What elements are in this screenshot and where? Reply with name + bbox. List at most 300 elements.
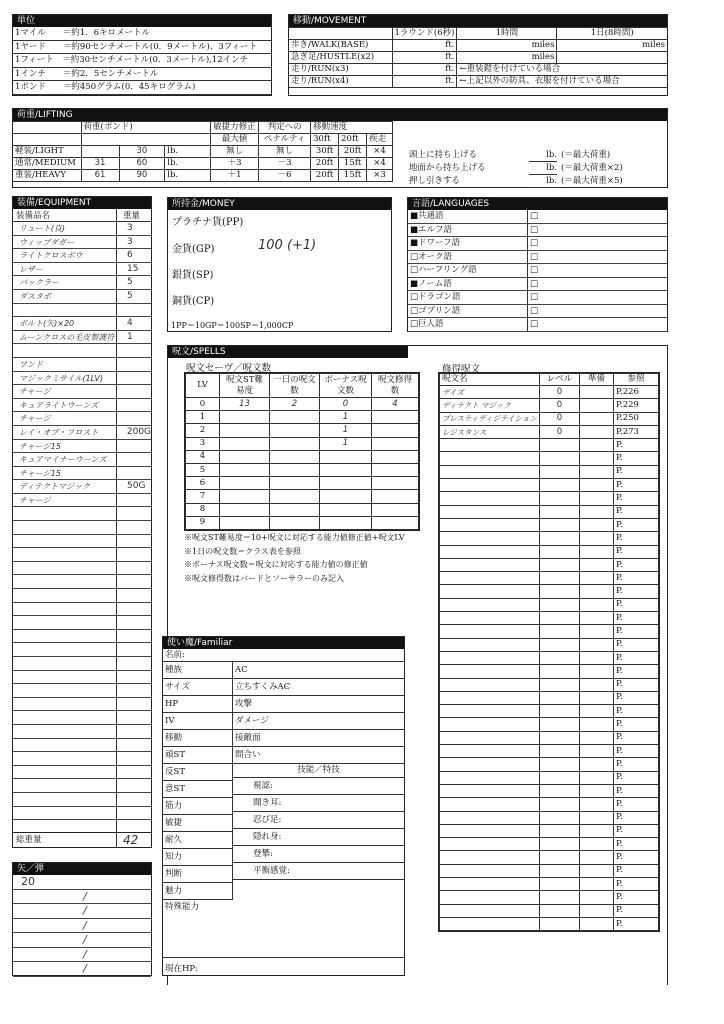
known-spell-ref: P. [614, 731, 659, 744]
known-spell-name [440, 492, 540, 505]
run-head: 疾走 [367, 134, 393, 146]
equipment-name [13, 562, 117, 575]
lifting-label: 軽装/LIGHT [13, 146, 81, 158]
spell-known [372, 450, 419, 463]
familiar-stat-label: 判断 [163, 866, 232, 883]
language-row [408, 291, 667, 305]
equipment-name: チャージ15 [13, 440, 117, 453]
arrow-row [13, 962, 151, 977]
equipment-name [13, 711, 117, 724]
known-spell-prep [580, 479, 614, 492]
known-spell-ref: P. [614, 572, 659, 585]
arrow-row [13, 933, 151, 948]
units-list [13, 27, 271, 95]
equipment-row [13, 779, 151, 793]
equipment-weight [117, 412, 127, 425]
familiar-skill-label: 平衡感覚: [233, 863, 404, 880]
known-spell-ref: P. [614, 452, 659, 465]
spell-notes [184, 532, 405, 586]
equipment-name: ムーンクロスの毛皮製護符 [13, 331, 117, 344]
familiar-ability-label: 特殊能力 [163, 900, 404, 958]
equipment-weight [117, 535, 127, 548]
spell-bonus [320, 516, 372, 529]
spell-dc [220, 503, 270, 516]
spell-level: 1 [186, 411, 220, 424]
known-spell-name [440, 678, 540, 691]
known-spell-prep [580, 811, 614, 824]
equipment-weight [117, 548, 127, 561]
equipment-row [13, 290, 151, 304]
familiar-combat-label: 攻撃 [233, 696, 404, 713]
language-extra-check: □ [530, 251, 539, 262]
equipment-row [13, 657, 151, 671]
languages-panel [407, 197, 668, 332]
known-spell-ref: P. [614, 532, 659, 545]
spell-level: 9 [186, 516, 220, 529]
known-spell-prep [580, 532, 614, 545]
equipment-row [13, 562, 151, 576]
movement-hour: ←上記以外の防具、衣服を付けている場合 [457, 76, 667, 88]
equipment-row [13, 249, 151, 263]
known-spell-prep [580, 465, 614, 478]
familiar-stat-label: 知力 [163, 849, 232, 866]
known-ref-head: 参照 [614, 374, 659, 386]
known-spell-level [540, 678, 580, 691]
language-name: ドワーフ語 [418, 238, 461, 248]
equipment-name: ディテクトマジック [13, 480, 117, 493]
equipment-name: チャージ [13, 385, 117, 398]
equipment-name [13, 698, 117, 711]
equipment-name [13, 344, 117, 357]
known-spell-ref: P. [614, 718, 659, 731]
language-cell [408, 278, 528, 291]
lift-extra-row [409, 175, 664, 188]
language-row [408, 278, 667, 292]
equipment-row [13, 548, 151, 562]
equipment-name [13, 507, 117, 520]
known-spell-prep [580, 452, 614, 465]
equipment-name [13, 657, 117, 670]
spell-dc [220, 516, 270, 529]
equipment-name [13, 535, 117, 548]
equipment-row [13, 643, 151, 657]
familiar-stat-label: HP [163, 696, 232, 713]
equipment-weight: 3 [127, 223, 133, 233]
known-spell-prep [580, 412, 614, 425]
known-spell-ref: P.250 [614, 412, 659, 425]
spell-known [372, 490, 419, 503]
spells-title: 呪文/SPELLS [168, 346, 408, 358]
equipment-name [13, 643, 117, 656]
language-check: □ [410, 292, 419, 302]
run-mult: ×4 [367, 146, 393, 158]
money-title: 所持金/MONEY [168, 198, 391, 210]
known-spell-level: 0 [540, 412, 580, 425]
movement-label: 急ぎ足/HUSTLE(x2) [289, 52, 392, 64]
known-spell-name [440, 691, 540, 704]
known-spell-ref: P. [614, 784, 659, 797]
known-spell-name [440, 838, 540, 851]
known-spell-name [440, 798, 540, 811]
known-spell-prep [580, 705, 614, 718]
equipment-row [13, 412, 151, 426]
spell-dc: 13 [220, 398, 270, 411]
s30-head: 30ft [311, 134, 339, 146]
known-spell-level [540, 558, 580, 571]
known-spell-name [440, 731, 540, 744]
known-spell-ref: P. [614, 705, 659, 718]
known-spell-level [540, 439, 580, 452]
language-check: ■ [410, 224, 419, 235]
equipment-weight [117, 698, 127, 711]
equipment-row [13, 711, 151, 725]
equipment-name: キュアマイナーウーンズ [13, 453, 117, 466]
lifting-title: 荷重/LIFTING [13, 109, 667, 121]
known-spell-prep [580, 745, 614, 758]
known-spell-ref: P. [614, 638, 659, 651]
lift-extra-label: 押し引きする [409, 176, 461, 186]
familiar-combat-label: AC [233, 662, 404, 679]
familiar-stat-label: 頑ST [163, 747, 232, 764]
spell-dc [220, 424, 270, 437]
equipment-row [13, 372, 151, 386]
known-name-head: 呪文名 [440, 374, 540, 386]
spell-day [270, 503, 320, 516]
equipment-name: リュート(良) [13, 222, 117, 235]
spell-day [270, 477, 320, 490]
units-row: 1マイル ＝約1．6キロメートル [13, 27, 271, 41]
equipment-name: ワンド [13, 358, 117, 371]
known-spell-prep [580, 864, 614, 877]
known-spell-level [540, 798, 580, 811]
known-spell-ref: P. [614, 585, 659, 598]
known-prep-head: 準備 [580, 374, 614, 386]
equipment-name: ボルト(矢)×20 [13, 317, 117, 330]
equipment-weight [117, 521, 127, 534]
familiar-stat-label: 筋力 [163, 798, 232, 815]
movement-hour: ←重装鎧を付けている場合 [457, 64, 667, 76]
language-cell [408, 237, 528, 250]
known-spell-prep [580, 439, 614, 452]
known-spells-table-wrap [438, 372, 660, 932]
known-level-head: レベル [540, 374, 580, 386]
equipment-weight [117, 671, 127, 684]
equipment-row [13, 385, 151, 399]
known-spell-prep [580, 612, 614, 625]
language-extra-check: □ [530, 224, 539, 235]
language-check: □ [410, 251, 419, 262]
equipment-row [13, 616, 151, 630]
known-spell-ref: P. [614, 851, 659, 864]
equipment-weight: 50G [127, 481, 146, 492]
spell-day [270, 424, 320, 437]
equipment-weight [117, 467, 127, 480]
movement-hour: miles [457, 52, 557, 64]
spell-day: 2 [270, 398, 320, 411]
spell-save-table-wrap [184, 372, 420, 531]
spell-save-table [185, 373, 419, 530]
equipment-name: キュアライトウーンズ [13, 399, 117, 412]
units-panel [12, 14, 272, 96]
spell-dc [220, 411, 270, 424]
spell-known [372, 516, 419, 529]
spell-day [270, 450, 320, 463]
language-cell [408, 305, 528, 318]
perday-head: 一日の呪文数 [270, 374, 320, 398]
lifting-panel [12, 108, 668, 188]
spell-bonus: 1 [320, 411, 372, 424]
equipment-weight [117, 494, 127, 507]
familiar-stat-label: 反ST [163, 764, 232, 781]
equipment-name [13, 548, 117, 561]
lift-max: 60 [119, 158, 165, 170]
lift-extra-unit: lb. [529, 175, 557, 188]
known-spell-level [540, 505, 580, 518]
spell-dc [220, 450, 270, 463]
known-spell-ref: P. [614, 665, 659, 678]
equipment-panel [12, 196, 152, 848]
known-spell-name [440, 572, 540, 585]
movement-head: 1ラウンド(6秒) [392, 28, 457, 40]
equipment-row [13, 426, 151, 440]
bonus-head: ボーナス呪文数 [320, 374, 372, 398]
equipment-name: ライトクロスボウ [13, 249, 117, 262]
familiar-combat-label: 間合い [233, 747, 404, 764]
language-check: ■ [410, 278, 419, 289]
equipment-name: レイ・オブ・フロスト [13, 426, 117, 439]
lift-max: 30 [119, 146, 165, 158]
equipment-row [13, 752, 151, 766]
equipment-name [13, 807, 117, 820]
equipment-row [13, 684, 151, 698]
known-spell-ref: P. [614, 651, 659, 664]
spell-level: 8 [186, 503, 220, 516]
language-check: □ [410, 305, 419, 316]
known-spell-name [440, 824, 540, 837]
language-extra-check: □ [530, 265, 539, 275]
language-extra-check: □ [530, 292, 539, 302]
spell-save-title: 呪文セーヴ／呪文数 [186, 363, 272, 374]
known-spell-name: プレスティディジテイション [440, 412, 540, 425]
known-spell-name [440, 465, 540, 478]
familiar-skill-label: 聞き耳: [233, 795, 404, 812]
spell-level: 0 [186, 398, 220, 411]
known-spell-ref: P.273 [614, 425, 659, 438]
familiar-stat-label: 耐久 [163, 832, 232, 849]
known-spell-name [440, 784, 540, 797]
equipment-row [13, 603, 151, 617]
equipment-row [13, 331, 151, 345]
movement-ft: ft. [392, 52, 457, 64]
known-spell-ref: P. [614, 625, 659, 638]
languages-title: 言語/LANGUAGES [408, 198, 667, 210]
equipment-weight [117, 603, 127, 616]
lift-max: 90 [119, 170, 165, 182]
penalty-head: 判定への [259, 122, 311, 134]
penalty-head2: ペナルティ [259, 134, 311, 146]
speed-30: 20ft [311, 170, 339, 182]
lift-min: 31 [81, 158, 119, 170]
gold-value: 100 (+1) [258, 238, 317, 253]
known-spell-prep [580, 638, 614, 651]
known-spell-name [440, 452, 540, 465]
equipment-name [13, 603, 117, 616]
familiar-stat-label: 敏捷 [163, 815, 232, 832]
equipment-list [13, 222, 151, 847]
known-spell-name [440, 638, 540, 651]
equipment-name: ダスタボ [13, 290, 117, 303]
known-spell-name [440, 518, 540, 531]
equipment-title: 装備/EQUIPMENT [13, 197, 151, 209]
known-spells-title: 修得呪文 [442, 364, 481, 375]
check-penalty: －6 [259, 170, 311, 182]
units-row: 1フィート ＝約30センチメートル(0．3メートル),12インチ [13, 54, 271, 68]
lift-extra-unit: lb. [529, 149, 557, 162]
known-spell-ref: P.229 [614, 399, 659, 412]
spell-bonus [320, 463, 372, 476]
known-spell-prep [580, 558, 614, 571]
familiar-stat-label: 移動 [163, 730, 232, 747]
equipment-row [13, 304, 151, 318]
equipment-row [13, 671, 151, 685]
known-spell-prep [580, 824, 614, 837]
known-spell-prep [580, 545, 614, 558]
spell-dc [220, 477, 270, 490]
movement-title: 移動/MOVEMENT [289, 15, 667, 27]
equipment-row [13, 276, 151, 290]
known-spell-ref: P. [614, 558, 659, 571]
units-row: 1インチ ＝約2．5センチメートル [13, 68, 271, 82]
money-note: 1PP＝10GP＝100SP＝1,000CP [171, 321, 294, 330]
known-spell-prep [580, 798, 614, 811]
known-spell-name [440, 532, 540, 545]
movement-label: 歩き/WALK(BASE) [289, 40, 392, 52]
lv-head: LV [186, 374, 220, 398]
movement-hour: miles [457, 40, 557, 52]
movement-panel [288, 14, 668, 96]
equipment-weight: 5 [127, 277, 133, 288]
spell-level: 2 [186, 424, 220, 437]
familiar-hp-label: 現在HP: [165, 964, 198, 974]
known-spell-prep [580, 518, 614, 531]
equipment-weight [117, 766, 127, 779]
language-row [408, 264, 667, 278]
known-spell-name [440, 811, 540, 824]
arrow-row: 20 [13, 875, 151, 890]
equipment-row [13, 589, 151, 603]
known-spell-level [540, 904, 580, 917]
units-title: 単位 [13, 15, 271, 27]
known-spell-level [540, 718, 580, 731]
equipment-weight: 200G [126, 426, 151, 437]
spell-known: 4 [372, 398, 419, 411]
equipment-weight [117, 616, 127, 629]
known-spell-level [540, 665, 580, 678]
spell-level: 4 [186, 450, 220, 463]
tally-mark: / [83, 904, 87, 917]
equipment-row [13, 480, 151, 494]
known-spell-level [540, 784, 580, 797]
spell-bonus [320, 490, 372, 503]
movement-label: 走り/RUN(x3) [289, 64, 392, 76]
familiar-skill-label: 忍び足: [233, 812, 404, 829]
known-spell-prep [580, 731, 614, 744]
total-weight-box [12, 832, 152, 848]
known-spell-prep [580, 572, 614, 585]
known-spell-prep [580, 665, 614, 678]
equipment-row [13, 575, 151, 589]
equipment-weight [117, 630, 127, 643]
tally-mark: / [83, 933, 87, 946]
equipment-name [13, 589, 117, 602]
gold-label: 金貨(GP) [172, 244, 215, 255]
speed-20: 20ft [339, 146, 367, 158]
spell-bonus: 0 [320, 398, 372, 411]
language-row [408, 237, 667, 251]
spell-note: ※1日の呪文数＝クラス表を参照 [184, 546, 301, 556]
known-spell-name [440, 917, 540, 930]
language-row [408, 318, 667, 332]
known-spell-prep [580, 691, 614, 704]
lift-extra-row [409, 162, 664, 175]
known-spell-ref: P. [614, 838, 659, 851]
movement-ft: ft. [392, 64, 457, 76]
known-spell-prep [580, 851, 614, 864]
language-name: 共通語 [418, 211, 444, 221]
arrow-row [13, 948, 151, 963]
spell-known [372, 411, 419, 424]
language-name: オーク語 [418, 251, 453, 262]
spell-day [270, 463, 320, 476]
spell-note: ※ボーナス呪文数＝呪文に対応する能力値の修正値 [184, 560, 368, 569]
equipment-row [13, 440, 151, 454]
units-row: 1ヤード ＝約90センチメートル(0．9メートル)、3フィート [13, 41, 271, 55]
known-spell-prep [580, 598, 614, 611]
known-spell-prep [580, 625, 614, 638]
spell-day [270, 516, 320, 529]
equipment-weight [117, 752, 127, 765]
equipment-name [13, 616, 117, 629]
known-spell-ref: P. [614, 917, 659, 930]
known-spell-name [440, 439, 540, 452]
known-spell-level [540, 811, 580, 824]
known-spell-name [440, 665, 540, 678]
copper-label: 銅貨(CP) [172, 296, 215, 307]
spell-dc [220, 463, 270, 476]
tally-mark: / [83, 947, 87, 961]
known-spell-name [440, 625, 540, 638]
known-spell-name [440, 851, 540, 864]
known-spell-ref: P. [614, 798, 659, 811]
money-panel [167, 197, 392, 332]
known-spell-prep [580, 758, 614, 771]
equipment-name [13, 766, 117, 779]
lifting-table [13, 121, 393, 182]
equipment-name: レザー [13, 263, 117, 276]
known-spell-level [540, 838, 580, 851]
known-spell-ref: P. [614, 771, 659, 784]
equipment-name [13, 304, 117, 317]
familiar-skill-label: 隠れ身: [233, 829, 404, 846]
dc-head: 呪文ST難易度 [220, 374, 270, 398]
known-spell-name [440, 877, 540, 890]
movement-label: 走り/RUN(x4) [289, 76, 392, 88]
equipment-row [13, 399, 151, 413]
check-penalty: －3 [259, 158, 311, 170]
known-spell-ref: P. [614, 864, 659, 877]
speed-20: 15ft [339, 170, 367, 182]
tally-mark: / [83, 918, 87, 932]
